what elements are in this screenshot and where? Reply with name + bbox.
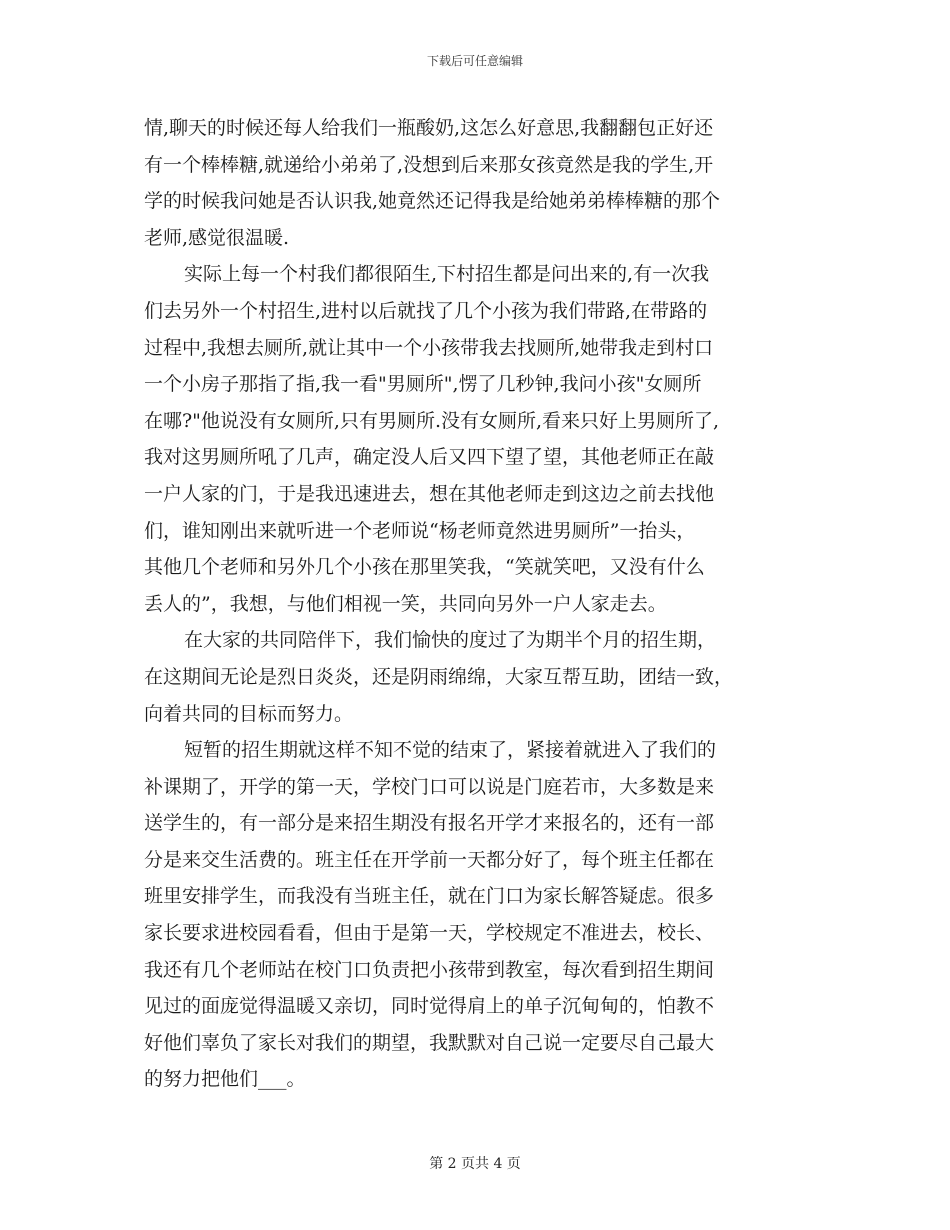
- text-line: 补课期了，开学的第一天，学校门口可以说是门庭若市，大多数是来: [144, 775, 715, 798]
- text-line: 分是来交生活费的。班主任在开学前一天都分好了，每个班主任都在: [144, 848, 715, 871]
- text-line: 的努力把他们___。: [144, 1068, 306, 1091]
- text-line: 情,聊天的时候还每人给我们一瓶酸奶,这怎么好意思,我翻翻包正好还: [144, 117, 714, 139]
- page-header: 下载后可任意编辑: [426, 54, 523, 68]
- text-line: 在哪?"他说没有女厕所,只有男厕所.没有女厕所,看来只好上男厕所了,: [144, 409, 720, 432]
- text-line: 见过的面庞觉得温暖又亲切，同时觉得肩上的单子沉甸甸的，怕教不: [144, 995, 715, 1018]
- text-line: 家长要求进校园看看，但由于是第一天，学校规定不准进去，校长、: [144, 922, 715, 945]
- text-line: 班里安排学生，而我没有当班主任，就在门口为家长解答疑虑。很多: [144, 885, 715, 908]
- text-line: 们，谁知刚出来就听进一个老师说“杨老师竟然进男厕所”一抬头，: [144, 519, 696, 542]
- text-line: 们去另外一个村招生,进村以后就找了几个小孩为我们带路,在带路的: [144, 299, 708, 322]
- page-footer: 第 2 页共 4 页: [429, 1156, 521, 1172]
- text-line: 过程中,我想去厕所,就让其中一个小孩带我去找厕所,她带我走到村口: [144, 336, 714, 359]
- text-line: 丢人的”，我想，与他们相视一笑，共同向另外一户人家走去。: [144, 592, 667, 615]
- text-line: 一户人家的门，于是我迅速进去，想在其他老师走到这边之前去找他: [144, 482, 715, 505]
- text-line: 在这期间无论是烈日炎炎，还是阴雨绵绵，大家互帮互助，团结一致，: [144, 665, 734, 688]
- text-line: 好他们辜负了家长对我们的期望，我默默对自己说一定要尽自己最大: [144, 1031, 715, 1054]
- text-line: 在大家的共同陪伴下，我们愉快的度过了为期半个月的招生期，: [184, 629, 717, 652]
- text-line: 有一个棒棒糖,就递给小弟弟了,没想到后来那女孩竟然是我的学生,开: [144, 153, 714, 176]
- text-line: 向着共同的目标而努力。: [144, 702, 354, 725]
- document-body: [144, 110, 814, 1098]
- text-line: 送学生的，有一部分是来招生期没有报名开学才来报名的，还有一部: [144, 812, 715, 835]
- text-line: 我还有几个老师站在校门口负责把小孩带到教室，每次看到招生期间: [144, 958, 715, 981]
- text-line: 我对这男厕所吼了几声，确定没人后又四下望了望，其他老师正在敲: [144, 446, 715, 469]
- text-line: 学的时候我问她是否认识我,她竟然还记得我是给她弟弟棒棒糖的那个: [144, 190, 721, 213]
- text-line: 老师,感觉很温暖.: [144, 226, 290, 249]
- text-line: 其他几个老师和另外几个小孩在那里笑我，“笑就笑吧，又没有什么: [144, 556, 705, 579]
- text-line: 一个小房子那指了指,我一看"男厕所",愣了几秒钟,我问小孩"女厕所: [144, 373, 702, 396]
- text-line: 实际上每一个村我们都很陌生,下村招生都是问出来的,有一次我: [184, 263, 710, 286]
- text-line: 短暂的招生期就这样不知不觉的结束了，紧接着就进入了我们的: [184, 739, 717, 762]
